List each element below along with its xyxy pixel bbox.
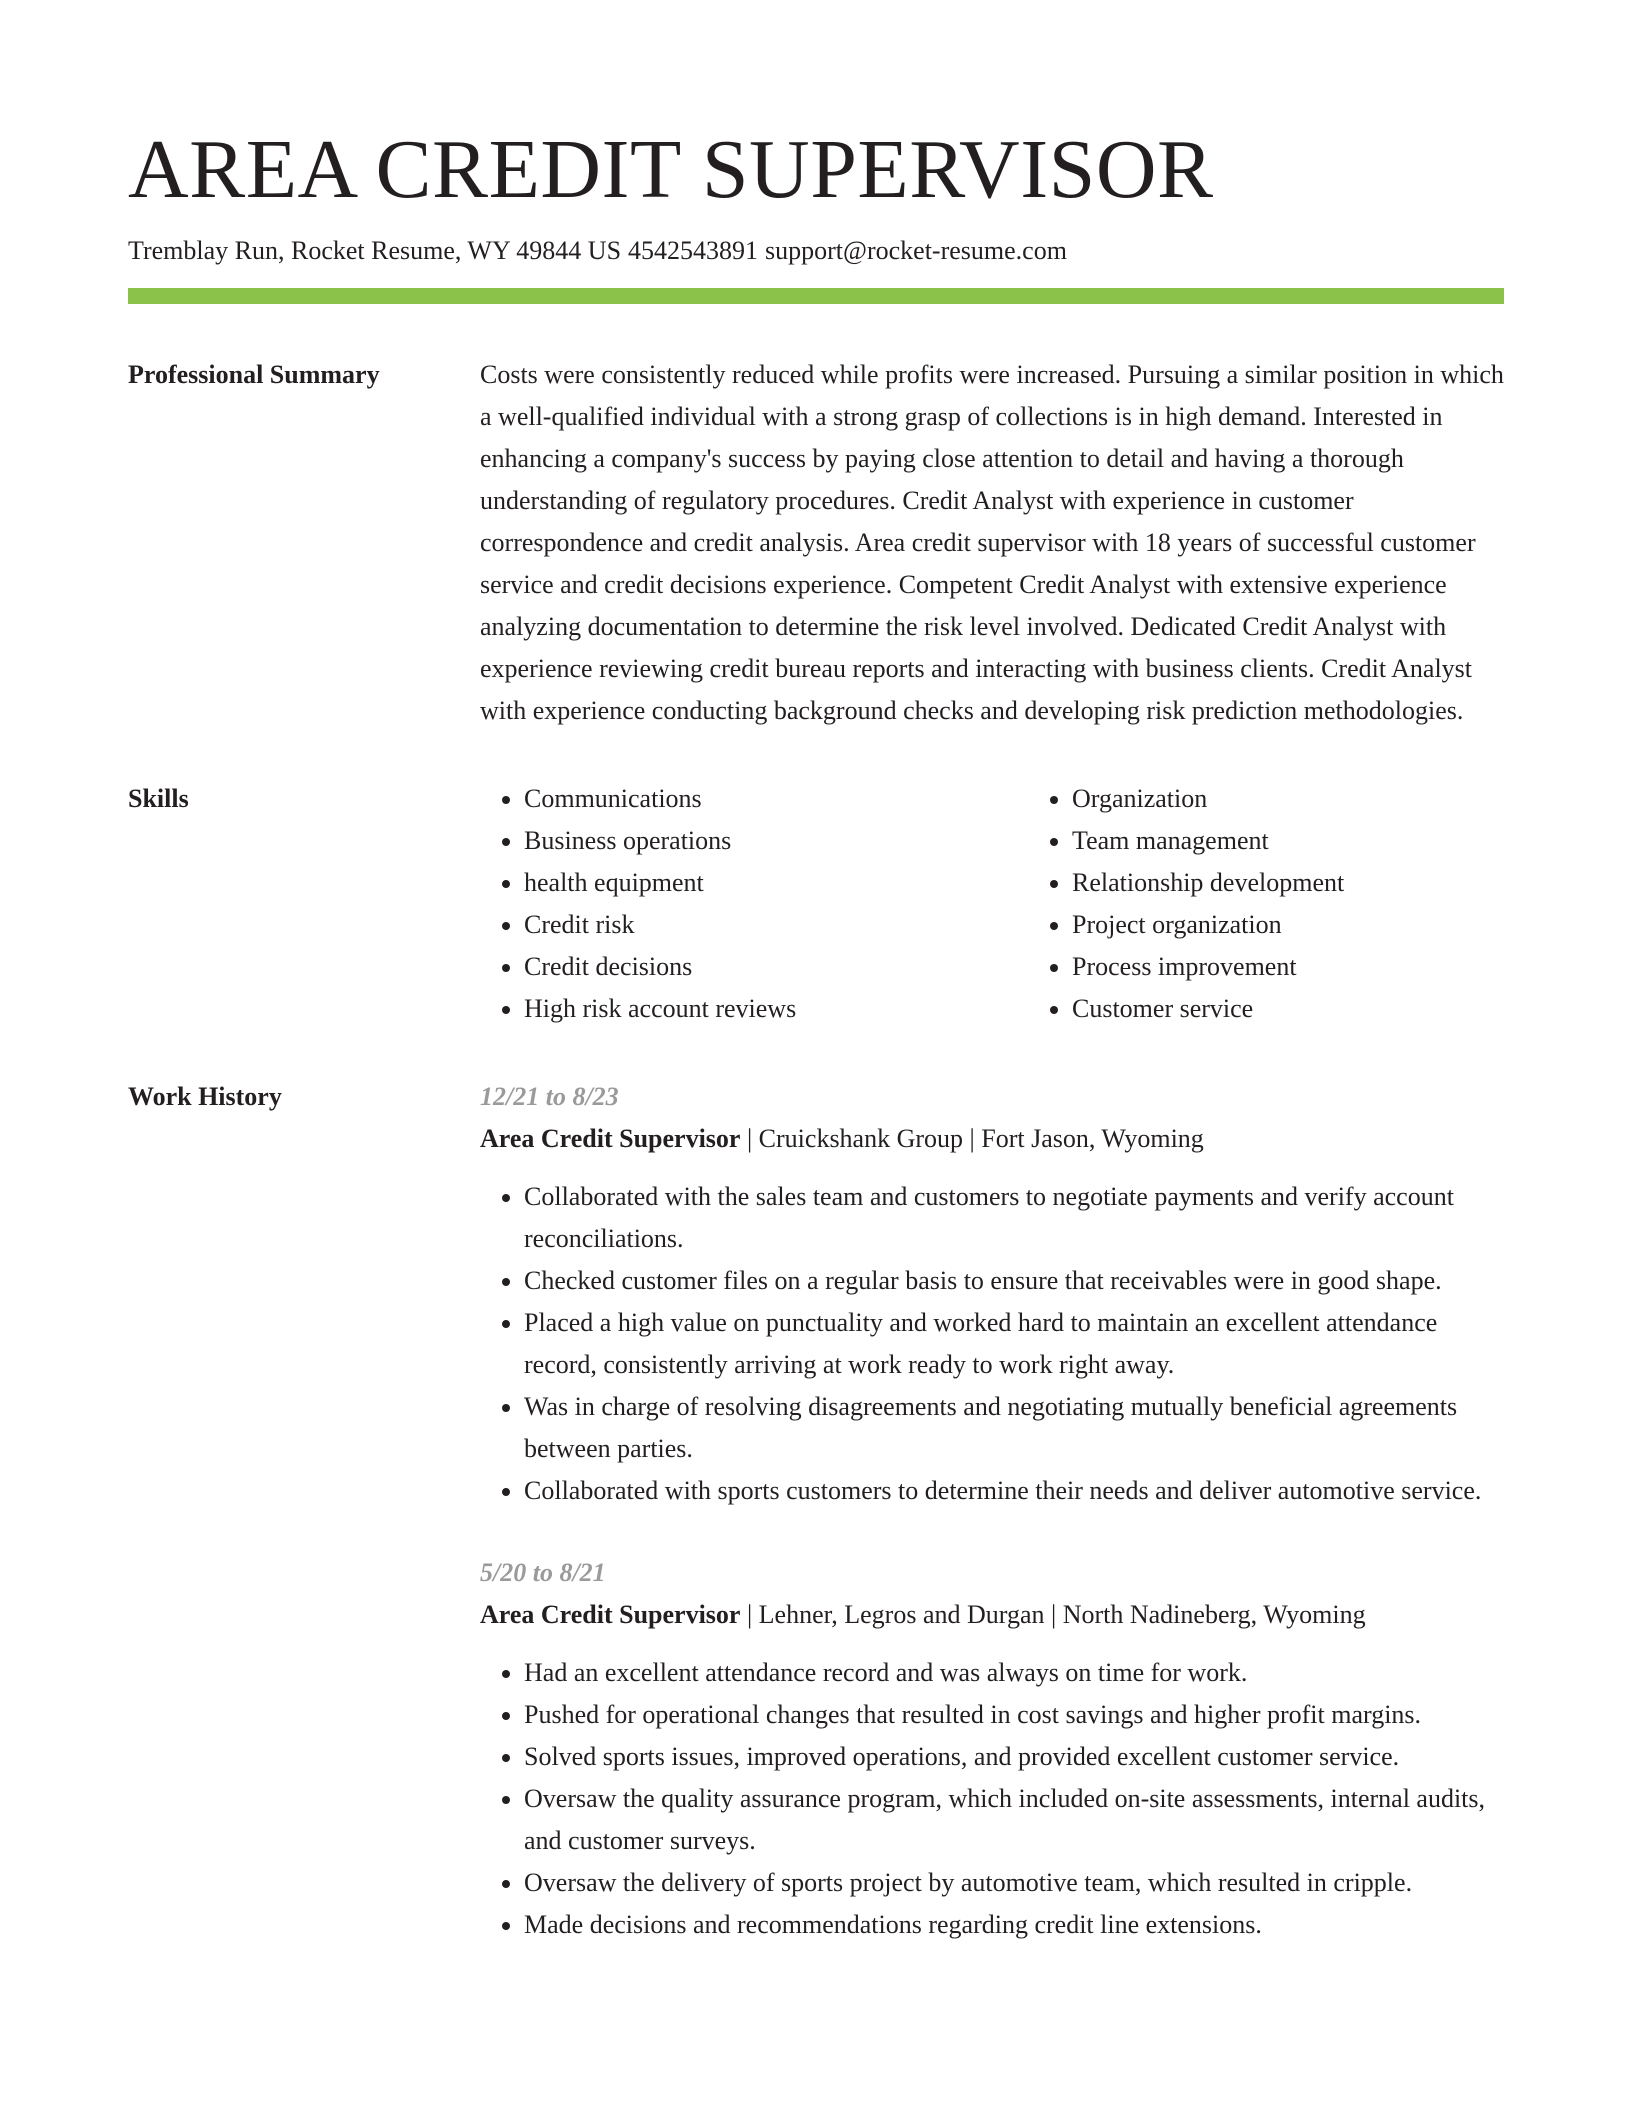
skill-item: • Relationship development xyxy=(1072,862,1576,904)
job-heading xyxy=(480,1594,1504,1636)
job-dates: 5/20 to 8/21 xyxy=(480,1558,606,1587)
summary-label: Professional Summary xyxy=(128,360,380,389)
skill-item: • Project organization xyxy=(1072,904,1576,946)
skill-item: • High risk account reviews xyxy=(524,988,1028,1030)
job-details: | Lehner, Legros and Durgan | North Nadineberg, Wyoming xyxy=(740,1600,1366,1629)
skill-item: • Organization xyxy=(1072,778,1576,820)
skills-label: Skills xyxy=(128,784,189,813)
job-bullet: • Placed a high value on punctuality and worked hard to maintain an excellent attendance record, consistently arriving at work ready to work right away. xyxy=(524,1302,1504,1386)
skills-list-right xyxy=(1028,778,1576,1030)
job-bullet: • Made decisions and recommendations regarding credit line extensions. xyxy=(524,1904,1504,1946)
work-history-label: Work History xyxy=(128,1082,282,1111)
skill-item: • Credit risk xyxy=(524,904,1028,946)
job-title: Area Credit Supervisor xyxy=(480,1124,741,1153)
skill-item: • Communications xyxy=(524,778,1028,820)
contact-address: Tremblay Run, Rocket Resume, WY 49844 US xyxy=(128,236,622,265)
contact-email: support@rocket-resume.com xyxy=(765,236,1067,265)
skill-item: • Credit decisions xyxy=(524,946,1028,988)
skill-item: • Customer service xyxy=(1072,988,1576,1030)
skill-item: • Business operations xyxy=(524,820,1028,862)
skill-item: • Team management xyxy=(1072,820,1576,862)
job-bullets xyxy=(480,1652,1504,1946)
skills-list-left xyxy=(480,778,1028,1030)
skill-item: • health equipment xyxy=(524,862,1028,904)
job-details: | Cruickshank Group | Fort Jason, Wyoming xyxy=(740,1124,1204,1153)
job-title: Area Credit Supervisor xyxy=(480,1600,741,1629)
skills-section xyxy=(128,778,1504,1030)
job-heading xyxy=(480,1118,1504,1160)
job-bullet: • Checked customer files on a regular basis to ensure that receivables were in good shape. xyxy=(524,1260,1504,1302)
contact-line xyxy=(128,234,1504,268)
job-entry xyxy=(480,1552,1504,1946)
work-history-section xyxy=(128,1076,1504,1986)
job-bullet: • Had an excellent attendance record and was always on time for work. xyxy=(524,1652,1504,1694)
accent-divider xyxy=(128,288,1504,304)
job-bullet: • Collaborated with the sales team and customers to negotiate payments and verify account reconciliations. xyxy=(524,1176,1504,1260)
job-bullet: • Oversaw the quality assurance program, which included on-site assessments, internal audits, and customer surveys. xyxy=(524,1778,1504,1862)
job-bullet: • Oversaw the delivery of sports project by automotive team, which resulted in cripple. xyxy=(524,1862,1504,1904)
job-bullet: • Solved sports issues, improved operations, and provided excellent customer service. xyxy=(524,1736,1504,1778)
job-bullet: • Pushed for operational changes that resulted in cost savings and higher profit margins. xyxy=(524,1694,1504,1736)
summary-text: Costs were consistently reduced while profits were increased. Pursuing a similar position in which a well-qualified individual with a strong grasp of collections is in high demand. Interested in enhancing a company's success by paying close attention to detail and having a thorough understanding of regulatory procedures. Credit Analyst with experience in customer correspondence and credit analysis. Area credit supervisor with 18 years of successful customer service and credit decisions experience. Competent Credit Analyst with extensive experience analyzing documentation to determine the risk level involved. Dedicated Credit Analyst with experience reviewing credit bureau reports and interacting with business clients. Credit Analyst with experience conducting background checks and developing risk prediction methodologies. xyxy=(480,360,1504,725)
resume-page xyxy=(128,0,1504,1986)
job-entry xyxy=(480,1076,1504,1512)
job-bullets xyxy=(480,1176,1504,1512)
contact-phone: 4542543891 xyxy=(628,236,759,265)
skill-item: • Process improvement xyxy=(1072,946,1576,988)
job-bullet: • Collaborated with sports customers to determine their needs and deliver automotive service. xyxy=(524,1470,1504,1512)
job-bullet: • Was in charge of resolving disagreements and negotiating mutually beneficial agreements between parties. xyxy=(524,1386,1504,1470)
summary-section xyxy=(128,354,1504,732)
resume-title: AREA CREDIT SUPERVISOR xyxy=(128,123,1214,216)
job-dates: 12/21 to 8/23 xyxy=(480,1082,619,1111)
